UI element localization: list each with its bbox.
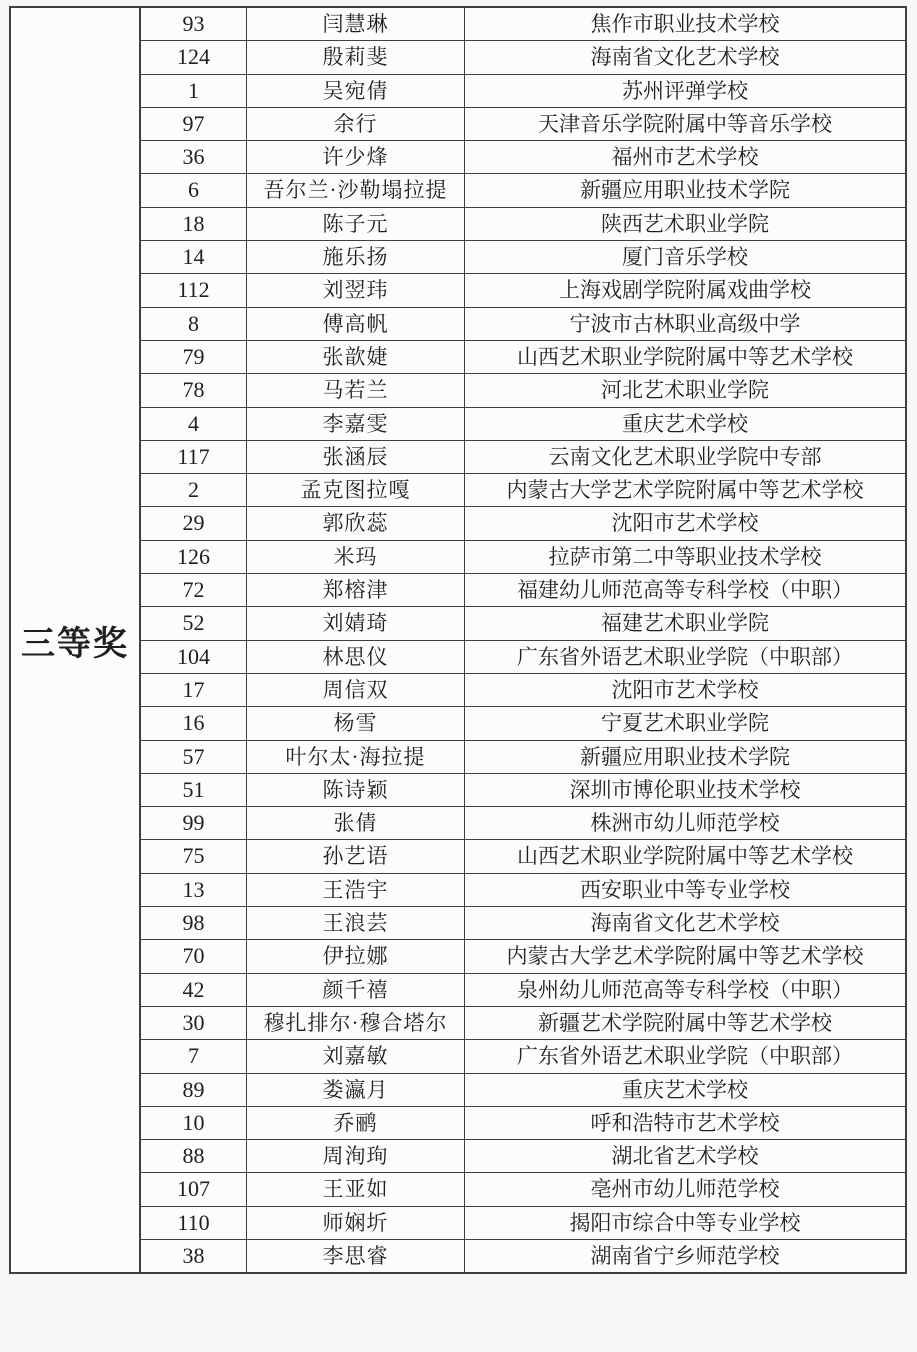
school-cell: 海南省文化艺术学校 bbox=[590, 911, 780, 936]
contestant-number-cell: 52 bbox=[141, 607, 247, 639]
contestant-number-cell: 2 bbox=[141, 474, 247, 506]
contestant-number-cell: 88 bbox=[141, 1140, 247, 1172]
table-row bbox=[141, 807, 905, 840]
contestant-name-cell: 伊拉娜 bbox=[247, 940, 465, 972]
school-cell: 新疆艺术学院附属中等艺术学校 bbox=[538, 1010, 832, 1035]
table-row bbox=[141, 441, 905, 474]
table-row bbox=[141, 1040, 905, 1073]
contestant-number-cell: 97 bbox=[141, 108, 247, 140]
award-tier-cell bbox=[11, 8, 141, 1272]
award-tier-label: 三等奖 bbox=[21, 624, 129, 663]
contestant-number-cell: 89 bbox=[141, 1074, 247, 1106]
contestant-number-cell: 14 bbox=[141, 241, 247, 273]
contestant-name-cell: 王浩宇 bbox=[247, 874, 465, 906]
contestant-number-cell: 93 bbox=[141, 8, 247, 40]
school-cell: 福州市艺术学校 bbox=[611, 145, 759, 170]
contestant-name-cell: 吾尔兰·沙勒塌拉提 bbox=[247, 174, 465, 206]
contestant-number-cell: 98 bbox=[141, 907, 247, 939]
school-cell: 陕西艺术职业学院 bbox=[601, 211, 769, 236]
contestant-number-cell: 18 bbox=[141, 208, 247, 240]
contestant-number-cell: 72 bbox=[141, 574, 247, 606]
table-row bbox=[141, 474, 905, 507]
contestant-name-cell: 郑榕津 bbox=[247, 574, 465, 606]
contestant-number-cell: 4 bbox=[141, 408, 247, 440]
school-cell: 宁夏艺术职业学院 bbox=[601, 711, 769, 736]
school-cell: 内蒙古大学艺术学院附属中等艺术学校 bbox=[506, 478, 864, 503]
school-cell: 宁波市古林职业高级中学 bbox=[569, 311, 801, 336]
contestant-number-cell: 6 bbox=[141, 174, 247, 206]
contestant-number-cell: 42 bbox=[141, 974, 247, 1006]
table-row bbox=[141, 541, 905, 574]
table-rows bbox=[141, 8, 905, 1272]
table-row bbox=[141, 1007, 905, 1040]
contestant-name-cell: 颜千禧 bbox=[247, 974, 465, 1006]
contestant-name-cell: 周信双 bbox=[247, 674, 465, 706]
contestant-name-cell: 孙艺语 bbox=[247, 840, 465, 872]
contestant-name-cell: 李嘉雯 bbox=[247, 408, 465, 440]
contestant-name-cell: 许少烽 bbox=[247, 141, 465, 173]
contestant-name-cell: 米玛 bbox=[247, 541, 465, 573]
table-row bbox=[141, 75, 905, 108]
table-row bbox=[141, 507, 905, 540]
contestant-number-cell: 110 bbox=[141, 1207, 247, 1239]
contestant-number-cell: 78 bbox=[141, 374, 247, 406]
contestant-number-cell: 7 bbox=[141, 1040, 247, 1072]
table-row bbox=[141, 141, 905, 174]
contestant-number-cell: 107 bbox=[141, 1173, 247, 1205]
contestant-name-cell: 刘翌玮 bbox=[247, 274, 465, 306]
contestant-name-cell: 刘嘉敏 bbox=[247, 1040, 465, 1072]
table-row bbox=[141, 208, 905, 241]
school-cell: 天津音乐学院附属中等音乐学校 bbox=[538, 111, 832, 136]
contestant-name-cell: 闫慧琳 bbox=[247, 8, 465, 40]
contestant-name-cell: 王亚如 bbox=[247, 1173, 465, 1205]
contestant-name-cell: 穆扎排尔·穆合塔尔 bbox=[247, 1007, 465, 1039]
contestant-name-cell: 余行 bbox=[247, 108, 465, 140]
table-row bbox=[141, 840, 905, 873]
school-cell: 河北艺术职业学院 bbox=[601, 378, 769, 403]
contestant-name-cell: 王浪芸 bbox=[247, 907, 465, 939]
school-cell: 广东省外语艺术职业学院（中职部） bbox=[517, 1044, 853, 1069]
school-cell: 湖北省艺术学校 bbox=[611, 1144, 759, 1169]
contestant-name-cell: 郭欣蕊 bbox=[247, 507, 465, 539]
school-cell: 深圳市博伦职业技术学校 bbox=[569, 777, 801, 802]
school-cell: 新疆应用职业技术学院 bbox=[580, 178, 790, 203]
table-row bbox=[141, 641, 905, 674]
contestant-number-cell: 104 bbox=[141, 641, 247, 673]
table-row bbox=[141, 408, 905, 441]
table-row bbox=[141, 8, 905, 41]
table-row bbox=[141, 1240, 905, 1272]
school-cell: 广东省外语艺术职业学院（中职部） bbox=[517, 644, 853, 669]
table-row bbox=[141, 874, 905, 907]
school-cell: 沈阳市艺术学校 bbox=[611, 511, 759, 536]
school-cell: 呼和浩特市艺术学校 bbox=[590, 1110, 780, 1135]
contestant-number-cell: 75 bbox=[141, 840, 247, 872]
table-row bbox=[141, 308, 905, 341]
contestant-name-cell: 殷莉斐 bbox=[247, 41, 465, 73]
contestant-name-cell: 张涵辰 bbox=[247, 441, 465, 473]
table-row bbox=[141, 374, 905, 407]
contestant-name-cell: 叶尔太·海拉提 bbox=[247, 741, 465, 773]
contestant-number-cell: 13 bbox=[141, 874, 247, 906]
table-row bbox=[141, 1207, 905, 1240]
table-row bbox=[141, 1107, 905, 1140]
contestant-name-cell: 陈子元 bbox=[247, 208, 465, 240]
school-cell: 上海戏剧学院附属戏曲学校 bbox=[559, 278, 811, 303]
contestant-number-cell: 1 bbox=[141, 75, 247, 107]
table-row bbox=[141, 274, 905, 307]
contestant-name-cell: 施乐扬 bbox=[247, 241, 465, 273]
contestant-name-cell: 师娴圻 bbox=[247, 1207, 465, 1239]
contestant-number-cell: 70 bbox=[141, 940, 247, 972]
contestant-number-cell: 10 bbox=[141, 1107, 247, 1139]
table-row bbox=[141, 707, 905, 740]
contestant-number-cell: 38 bbox=[141, 1240, 247, 1272]
contestant-name-cell: 陈诗颖 bbox=[247, 774, 465, 806]
contestant-name-cell: 吴宛倩 bbox=[247, 75, 465, 107]
school-cell: 株洲市幼儿师范学校 bbox=[590, 811, 780, 836]
table-row bbox=[141, 41, 905, 74]
contestant-number-cell: 30 bbox=[141, 1007, 247, 1039]
table-row bbox=[141, 241, 905, 274]
table-row bbox=[141, 674, 905, 707]
school-cell: 重庆艺术学校 bbox=[622, 411, 748, 436]
school-cell: 厦门音乐学校 bbox=[622, 245, 748, 270]
school-cell: 福建幼儿师范高等专科学校（中职） bbox=[517, 578, 853, 603]
school-cell: 拉萨市第二中等职业技术学校 bbox=[548, 544, 822, 569]
school-cell: 内蒙古大学艺术学院附属中等艺术学校 bbox=[506, 944, 864, 969]
table-row bbox=[141, 341, 905, 374]
table-row bbox=[141, 774, 905, 807]
contestant-name-cell: 杨雪 bbox=[247, 707, 465, 739]
contestant-number-cell: 57 bbox=[141, 741, 247, 773]
contestant-name-cell: 李思睿 bbox=[247, 1240, 465, 1272]
table-row bbox=[141, 1173, 905, 1206]
school-cell: 海南省文化艺术学校 bbox=[590, 45, 780, 70]
contestant-name-cell: 刘婧琦 bbox=[247, 607, 465, 639]
award-results-table bbox=[9, 6, 907, 1274]
school-cell: 揭阳市综合中等专业学校 bbox=[569, 1210, 801, 1235]
school-cell: 西安职业中等专业学校 bbox=[580, 877, 790, 902]
contestant-name-cell: 张歆婕 bbox=[247, 341, 465, 373]
contestant-name-cell: 张倩 bbox=[247, 807, 465, 839]
school-cell: 苏州评弹学校 bbox=[622, 78, 748, 103]
school-cell: 山西艺术职业学院附属中等艺术学校 bbox=[517, 844, 853, 869]
school-cell: 福建艺术职业学院 bbox=[601, 611, 769, 636]
contestant-number-cell: 79 bbox=[141, 341, 247, 373]
contestant-number-cell: 29 bbox=[141, 507, 247, 539]
contestant-number-cell: 99 bbox=[141, 807, 247, 839]
school-cell: 沈阳市艺术学校 bbox=[611, 677, 759, 702]
contestant-name-cell: 马若兰 bbox=[247, 374, 465, 406]
table-row bbox=[141, 574, 905, 607]
contestant-name-cell: 乔鹂 bbox=[247, 1107, 465, 1139]
contestant-number-cell: 17 bbox=[141, 674, 247, 706]
contestant-number-cell: 36 bbox=[141, 141, 247, 173]
school-cell: 亳州市幼儿师范学校 bbox=[590, 1177, 780, 1202]
table-row bbox=[141, 1074, 905, 1107]
contestant-number-cell: 124 bbox=[141, 41, 247, 73]
contestant-name-cell: 周洵珣 bbox=[247, 1140, 465, 1172]
table-row bbox=[141, 940, 905, 973]
table-row bbox=[141, 1140, 905, 1173]
contestant-name-cell: 傅高帆 bbox=[247, 308, 465, 340]
contestant-number-cell: 8 bbox=[141, 308, 247, 340]
school-cell: 重庆艺术学校 bbox=[622, 1077, 748, 1102]
contestant-name-cell: 娄瀛月 bbox=[247, 1074, 465, 1106]
school-cell: 云南文化艺术职业学院中专部 bbox=[548, 444, 822, 469]
table-row bbox=[141, 607, 905, 640]
school-cell: 焦作市职业技术学校 bbox=[590, 12, 780, 36]
contestant-number-cell: 51 bbox=[141, 774, 247, 806]
contestant-number-cell: 117 bbox=[141, 441, 247, 473]
table-row bbox=[141, 174, 905, 207]
contestant-name-cell: 孟克图拉嘎 bbox=[247, 474, 465, 506]
school-cell: 湖南省宁乡师范学校 bbox=[590, 1243, 780, 1268]
table-row bbox=[141, 907, 905, 940]
table-row bbox=[141, 974, 905, 1007]
school-cell: 新疆应用职业技术学院 bbox=[580, 744, 790, 769]
school-cell: 泉州幼儿师范高等专科学校（中职） bbox=[517, 977, 853, 1002]
contestant-number-cell: 126 bbox=[141, 541, 247, 573]
table-row bbox=[141, 108, 905, 141]
school-cell: 山西艺术职业学院附属中等艺术学校 bbox=[517, 344, 853, 369]
contestant-number-cell: 112 bbox=[141, 274, 247, 306]
contestant-name-cell: 林思仪 bbox=[247, 641, 465, 673]
contestant-number-cell: 16 bbox=[141, 707, 247, 739]
table-row bbox=[141, 741, 905, 774]
